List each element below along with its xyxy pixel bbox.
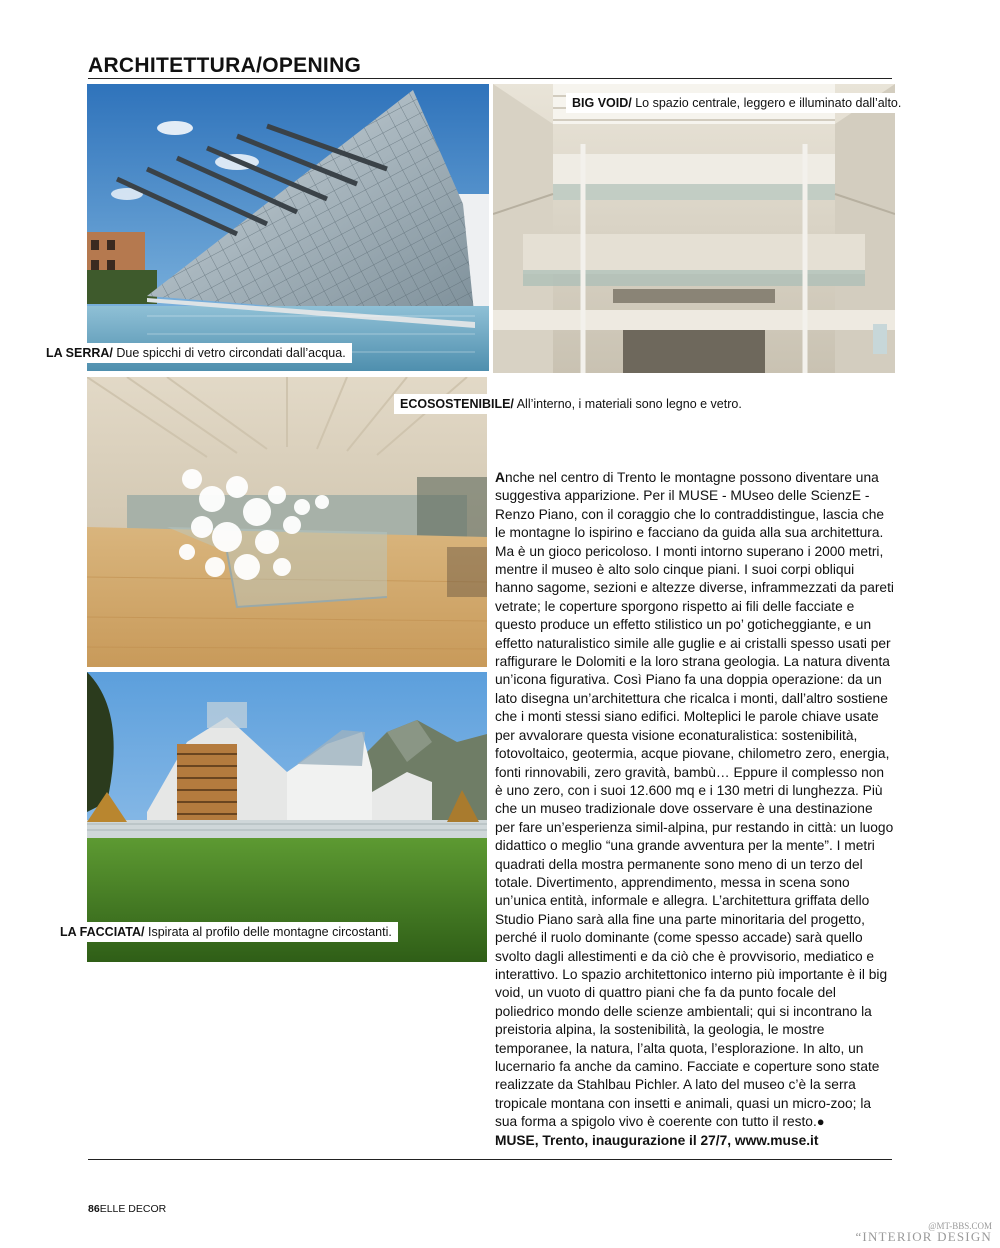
article-body xyxy=(495,469,895,1150)
caption-serra-text: Due spicchi di vetro circondati dall’acqua. xyxy=(116,346,346,360)
caption-void-text: Lo spazio centrale, leggero e illuminato dall’alto. xyxy=(635,96,902,110)
caption-serra-label: LA SERRA/ xyxy=(46,346,113,360)
title-rule xyxy=(88,78,892,79)
watermark xyxy=(855,1221,992,1245)
page-number: 86 xyxy=(88,1203,100,1215)
caption-void-label: BIG VOID/ xyxy=(572,96,632,110)
magazine-name: ELLE DECOR xyxy=(99,1203,167,1215)
section-title: ARCHITETTURA/OPENING xyxy=(88,54,362,77)
article-footer-info: MUSE, Trento, inaugurazione il 27/7, www.muse.it xyxy=(495,1132,819,1148)
bottom-rule xyxy=(88,1159,892,1160)
photo-serra-greenhouse xyxy=(87,84,489,371)
caption-serra xyxy=(40,343,352,363)
caption-facciata-text: Ispirata al profilo delle montagne circostanti. xyxy=(147,925,392,939)
article-dropcap: A xyxy=(495,470,505,485)
photo-interior-wood-glass xyxy=(87,377,487,667)
caption-eco-label: ECOSOSTENIBILE/ xyxy=(400,397,514,411)
end-mark-icon: ● xyxy=(816,1114,825,1130)
caption-facciata-label: LA FACCIATA/ xyxy=(60,925,145,939)
caption-facciata xyxy=(54,922,398,942)
caption-big-void xyxy=(566,93,907,113)
watermark-line-1: @MT-BBS.COM xyxy=(928,1221,992,1231)
photo-facade-mountains xyxy=(87,672,487,962)
article-text: nche nel centro di Trento le montagne possono diventare una suggestiva apparizione. Per il MUSE - MUseo delle ScienzE - Renzo Piano, con il coraggio che lo contraddistingue, lascia che le montagne lo ispirino e facciano da guida alla sua architettura. Ma è un gioco pericoloso. I monti intorno superano i 2000 metri, mentre il museo è alto solo cinque piani. I suoi corpi obliqui hanno sagome, sezioni e altezze diverse, inframmezzati da pareti vetrate; le coperture sporgono rispetto ai fili delle facciate e questo produce un effetto stilistico un po’ goticheggiante, e un effetto naturalistico simile alle guglie e ai cristalli spesso usati per raffigurare le Dolomiti e la loro strana geologia. La natura diventa un’icona figurativa. Così Piano fa una doppia operazione: da un lato disegna un’architettura che ricalca i monti, dall’altro sostiene che i monti stessi siano edifici. Molteplici le parole chiave usate per avvalorare questa visione econaturalistica: sostenibilità, fotovoltaico, geotermia, acque piovane, chilometro zero, energia, fonti rinnovabili, zero gravità, bambù… Eppure il complesso non è uno zero, con i suoi 12.600 mq e i 130 metri di lunghezza. Più che un museo tradizionale dove osservare è una destinazione per fare un’esperienza simil-alpina, pur restando in città: un luogo didattico o meglio “una grande avventura per la mente”. I metri quadrati della mostra permanente sono meno di un terzo del totale. Divertimento, apprendimento, messa in scena sono un’unica entità, informale e allegra. L’architettura griffata dello Studio Piano sarà alla fine una parte minoritaria del progetto, perché il ruolo dominante (come spesso accade) sarà quello svolto dagli allestimenti e da ciò che è provvisorio, mediatico e interattivo. Lo spazio architettonico interno più importante è il big void, un vuoto di quattro piani che fa da punto focale del poliedrico mondo delle scienze ambientali; qui si incontrano la preistoria alpina, la sostenibilità, la geologia, le mostre temporanee, la natura, l’alta quota, l’esplorazione. In alto, un lucernario fa anche da camino. Facciate e coperture sono state realizzate da Stahlbau Pichler. A lato del museo c’è la serra tropicale montana con insetti e animali, quasi un micro-zoo; la sua forma a spigolo vivo è coerente con tutto il resto. xyxy=(495,470,894,1130)
folio xyxy=(88,1203,166,1215)
watermark-line-2: “INTERIOR DESIGN xyxy=(855,1229,992,1244)
photo-big-void-atrium xyxy=(493,84,895,373)
caption-ecosostenibile xyxy=(394,394,748,414)
caption-eco-text: All’interno, i materiali sono legno e vetro. xyxy=(516,397,742,411)
